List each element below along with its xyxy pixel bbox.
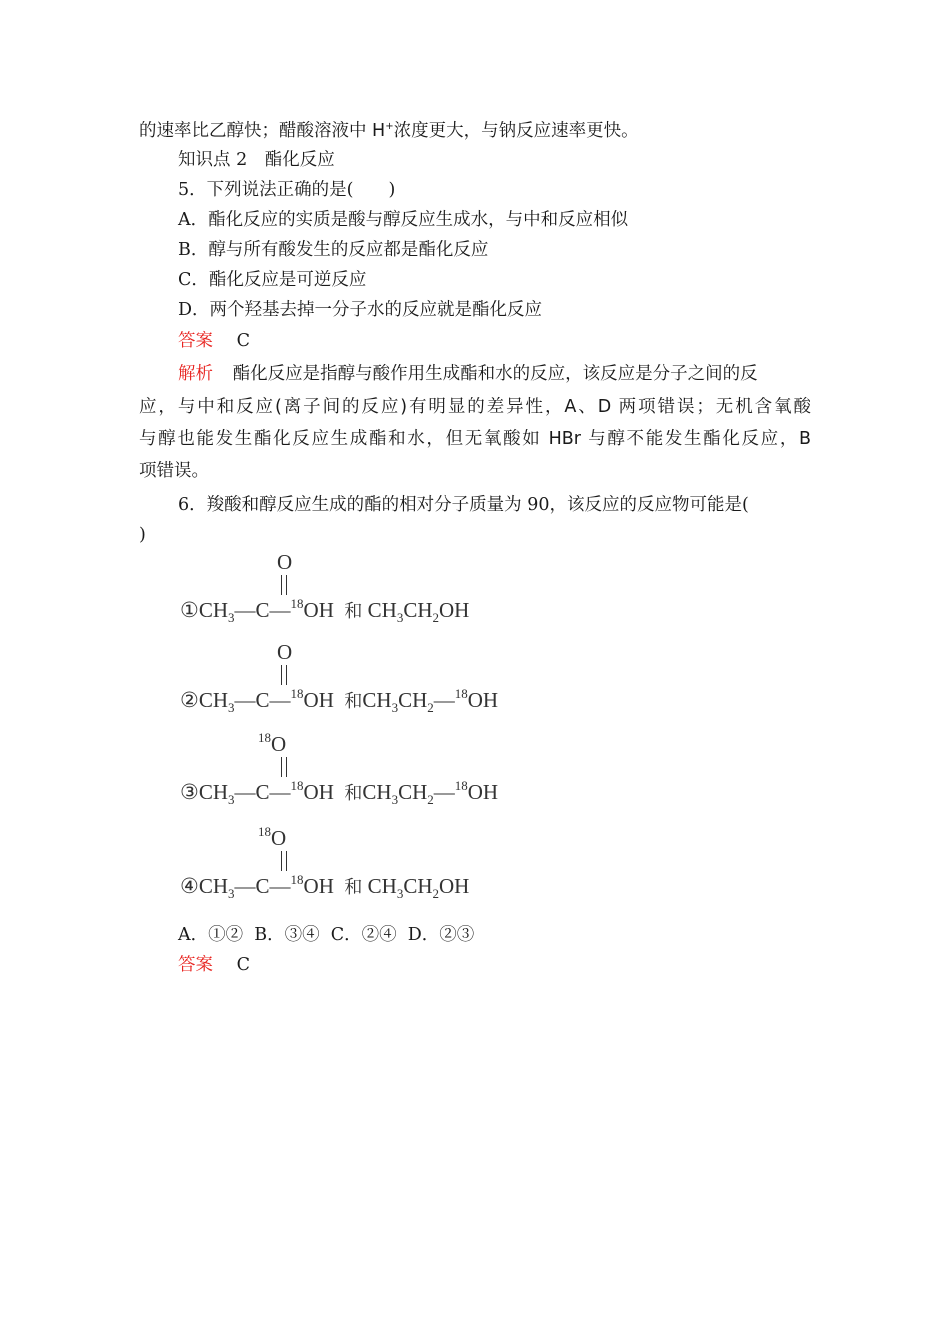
q5-analysis-line-4: 项错误。 [139, 461, 209, 481]
formula-number: ① [180, 598, 199, 622]
formula-1 [180, 548, 610, 638]
question-5-stem: 5．下列说法正确的是( ) [178, 180, 396, 200]
answer-value: C [236, 955, 250, 975]
answer-label: 答案 [178, 331, 213, 351]
answer-value: C [236, 331, 250, 351]
formula-number: ② [180, 688, 199, 712]
q5-option-b: B．醇与所有酸发生的反应都是酯化反应 [178, 240, 489, 260]
q5-option-a: A．酯化反应的实质是酸与醇反应生成水，与中和反应相似 [178, 210, 629, 230]
q5-option-c: C．酯化反应是可逆反应 [178, 270, 367, 290]
continuation-text-end: 浓度更大，与钠反应速率更快。 [393, 121, 639, 141]
formula-4 [180, 824, 610, 914]
question-6-stem-end: ) [139, 525, 146, 545]
formula-main: $④CH_3—C—^{18}OH$ 和 $CH_3CH_2OH$ [180, 872, 470, 901]
answer-label: 答案 [178, 955, 213, 975]
formula-2 [180, 638, 610, 728]
double-bond [281, 665, 287, 685]
double-bond [281, 575, 287, 595]
superscript-plus: + [385, 121, 394, 132]
continuation-line [139, 112, 811, 146]
formula-3 [180, 730, 610, 820]
q5-analysis-line-2: 应，与中和反应(离子间的反应)有明显的差异性，A、D 两项错误；无机含氧酸 [139, 397, 811, 417]
double-bond [281, 757, 287, 777]
formula-main: $③CH_3—C—^{18}OH$ 和$CH_3CH_2—^{18}OH$ [180, 778, 499, 807]
q6-answer [178, 950, 850, 980]
q5-analysis-line-3: 与醇也能发生酯化反应生成酯和水，但无氧酸如 HBr 与醇不能发生酯化反应，B [139, 429, 811, 449]
q5-answer [178, 326, 850, 356]
formula-number: ③ [180, 780, 199, 804]
carbonyl-oxygen: $^{18}$O [258, 730, 287, 756]
formula-number: ④ [180, 874, 199, 898]
carbonyl-oxygen: O [277, 550, 293, 574]
q5-analysis-line-1 [178, 359, 811, 389]
q5-option-d: D．两个羟基去掉一分子水的反应就是酯化反应 [178, 300, 543, 320]
section-heading: 知识点 2 酯化反应 [178, 150, 335, 170]
formula-main: $②CH_3—C—^{18}OH$ 和$CH_3CH_2—^{18}OH$ [180, 686, 499, 715]
carbonyl-oxygen: O [277, 640, 293, 664]
continuation-text: 的速率比乙醇快；醋酸溶液中 H [139, 121, 386, 141]
carbonyl-oxygen: $^{18}$O [258, 824, 287, 850]
q6-choices: A．①② B．③④ C．②④ D．②③ [178, 925, 475, 945]
double-bond [281, 851, 287, 871]
question-6-stem: 6．羧酸和醇反应生成的酯的相对分子质量为 90，该反应的反应物可能是( [178, 495, 749, 515]
analysis-label: 解析 [178, 364, 213, 384]
formula-main: $①CH_3—C—^{18}OH$ 和 $CH_3CH_2OH$ [180, 596, 470, 625]
analysis-text: 酯化反应是指醇与酸作用生成酯和水的反应，该反应是分子之间的反 [232, 364, 758, 384]
